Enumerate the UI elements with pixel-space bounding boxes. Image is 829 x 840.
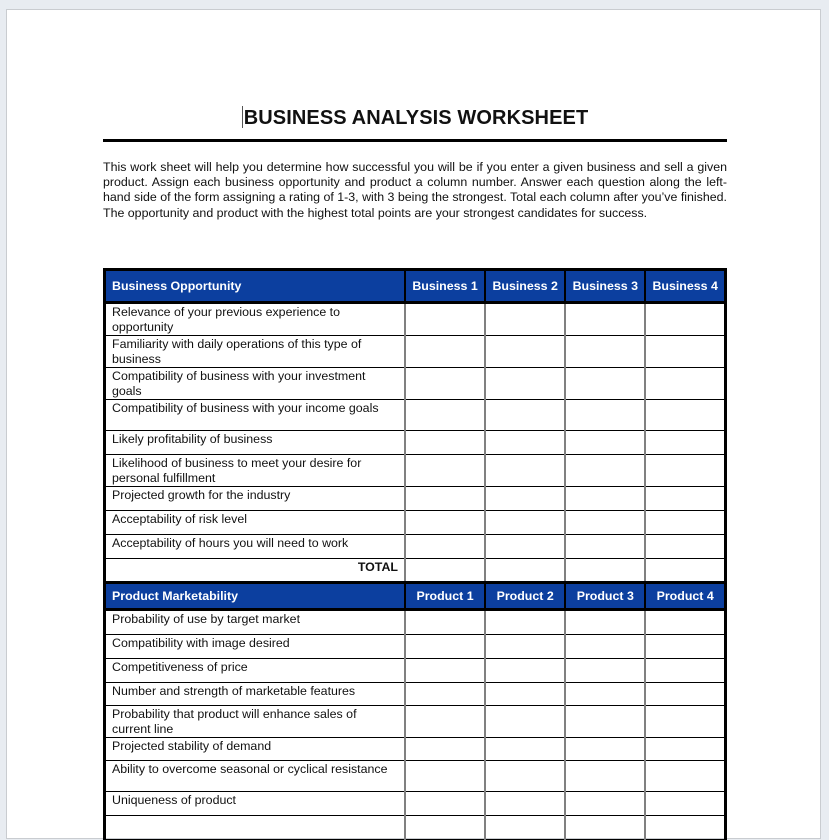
rating-cell[interactable]	[565, 635, 645, 659]
rating-cell[interactable]	[645, 761, 725, 792]
rating-cell[interactable]	[485, 455, 565, 487]
product-header-row	[105, 583, 726, 610]
total-cell[interactable]	[645, 559, 725, 583]
criterion-label: Projected growth for the industry	[105, 487, 405, 511]
rating-cell[interactable]	[405, 303, 485, 336]
rating-cell[interactable]	[405, 487, 485, 511]
rating-cell[interactable]	[645, 610, 725, 635]
rating-cell[interactable]	[645, 487, 725, 511]
rating-cell[interactable]	[405, 683, 485, 706]
table-row	[105, 368, 726, 400]
criterion-label: Probability of use by target market	[105, 610, 405, 635]
product-1-header: Product 1	[405, 583, 485, 610]
criterion-label: Familiarity with daily operations of this type of business	[105, 336, 405, 368]
rating-cell[interactable]	[565, 738, 645, 761]
criterion-label: Projected stability of demand	[105, 738, 405, 761]
criterion-label: Ability to overcome seasonal or cyclical resistance	[105, 761, 405, 792]
product-4-header: Product 4	[645, 583, 725, 610]
product-marketability-header: Product Marketability	[105, 583, 405, 610]
rating-cell[interactable]	[565, 400, 645, 431]
rating-cell[interactable]	[485, 706, 565, 738]
rating-cell[interactable]	[485, 738, 565, 761]
total-cell[interactable]	[405, 559, 485, 583]
rating-cell[interactable]	[485, 610, 565, 635]
table-row	[105, 455, 726, 487]
business-header-row	[105, 270, 726, 303]
rating-cell[interactable]	[645, 431, 725, 455]
rating-cell[interactable]	[485, 336, 565, 368]
rating-cell[interactable]	[565, 431, 645, 455]
criterion-label: Compatibility of business with your investment goals	[105, 368, 405, 400]
criterion-label: Acceptability of hours you will need to work	[105, 535, 405, 559]
criterion-label: Likelihood of business to meet your desire for personal fulfillment	[105, 455, 405, 487]
table-row	[105, 683, 726, 706]
rating-cell[interactable]	[645, 368, 725, 400]
rating-cell[interactable]	[405, 738, 485, 761]
rating-cell[interactable]	[565, 303, 645, 336]
rating-cell[interactable]	[485, 400, 565, 431]
criterion-label: Acceptability of risk level	[105, 511, 405, 535]
rating-cell[interactable]	[485, 816, 565, 840]
rating-cell[interactable]	[405, 610, 485, 635]
total-cell[interactable]	[485, 559, 565, 583]
table-row	[105, 610, 726, 635]
title-text: BUSINESS ANALYSIS WORKSHEET	[243, 107, 589, 129]
rating-cell[interactable]	[645, 738, 725, 761]
rating-cell[interactable]	[405, 511, 485, 535]
rating-cell[interactable]	[485, 635, 565, 659]
rating-cell[interactable]	[565, 336, 645, 368]
rating-cell[interactable]	[645, 683, 725, 706]
rating-cell[interactable]	[405, 706, 485, 738]
rating-cell[interactable]	[405, 816, 485, 840]
business-4-header: Business 4	[645, 270, 725, 303]
criterion-label: Relevance of your previous experience to opportunity	[105, 303, 405, 336]
document-title[interactable]	[103, 106, 727, 130]
intro-paragraph[interactable]: This work sheet will help you determine how successful you will be if you enter a given business and sell a given product. Assign each business opportunity and product a column number. Answer each question along the left-hand side of the form assigning a rating of 1-3, with 3 being the strongest. Total each column after you’ve finished. The opportunity and product with the highest total points are your strongest candidates for success.	[103, 160, 727, 220]
criterion-label: Compatibility of business with your income goals	[105, 400, 405, 431]
table-row	[105, 761, 726, 792]
criterion-label: Uniqueness of product	[105, 792, 405, 816]
rating-cell[interactable]	[565, 511, 645, 535]
table-row	[105, 738, 726, 761]
table-row	[105, 535, 726, 559]
text-cursor	[242, 106, 243, 128]
rating-cell[interactable]	[565, 816, 645, 840]
rating-cell[interactable]	[645, 792, 725, 816]
business-3-header: Business 3	[565, 270, 645, 303]
criterion-label: Likely profitability of business	[105, 431, 405, 455]
rating-cell[interactable]	[405, 431, 485, 455]
total-cell[interactable]	[565, 559, 645, 583]
rating-cell[interactable]	[485, 659, 565, 683]
rating-cell[interactable]	[405, 792, 485, 816]
rating-cell[interactable]	[405, 535, 485, 559]
document-page	[6, 9, 821, 839]
business-1-header: Business 1	[405, 270, 485, 303]
table-row	[105, 706, 726, 738]
criterion-label: Competitiveness of price	[105, 659, 405, 683]
rating-cell[interactable]	[645, 455, 725, 487]
rating-cell[interactable]	[645, 816, 725, 840]
table-row	[105, 816, 726, 840]
rating-cell[interactable]	[645, 635, 725, 659]
rating-cell[interactable]	[485, 792, 565, 816]
rating-cell[interactable]	[485, 761, 565, 792]
table-row	[105, 303, 726, 336]
criterion-label: Compatibility with image desired	[105, 635, 405, 659]
criterion-label: Probability that product will enhance sales of current line	[105, 706, 405, 738]
table-row	[105, 400, 726, 431]
table-row	[105, 431, 726, 455]
rating-cell[interactable]	[645, 336, 725, 368]
rating-cell[interactable]	[645, 511, 725, 535]
rating-cell[interactable]	[485, 683, 565, 706]
business-opportunity-header: Business Opportunity	[105, 270, 405, 303]
business-2-header: Business 2	[485, 270, 565, 303]
title-underline	[103, 139, 727, 142]
rating-cell[interactable]	[565, 368, 645, 400]
total-label: TOTAL	[105, 559, 405, 583]
rating-cell[interactable]	[485, 303, 565, 336]
product-3-header: Product 3	[565, 583, 645, 610]
rating-cell[interactable]	[565, 792, 645, 816]
rating-cell[interactable]	[645, 303, 725, 336]
table-row	[105, 635, 726, 659]
rating-cell[interactable]	[565, 610, 645, 635]
rating-cell[interactable]	[565, 761, 645, 792]
worksheet-table	[103, 268, 727, 840]
table-row	[105, 336, 726, 368]
rating-cell[interactable]	[405, 761, 485, 792]
rating-cell[interactable]	[405, 635, 485, 659]
rating-cell[interactable]	[645, 659, 725, 683]
business-total-row	[105, 559, 726, 583]
rating-cell[interactable]	[645, 706, 725, 738]
rating-cell[interactable]	[485, 487, 565, 511]
criterion-label: Number and strength of marketable features	[105, 683, 405, 706]
table-row	[105, 511, 726, 535]
rating-cell[interactable]	[405, 368, 485, 400]
table-row	[105, 792, 726, 816]
rating-cell[interactable]	[565, 706, 645, 738]
product-2-header: Product 2	[485, 583, 565, 610]
rating-cell[interactable]	[565, 455, 645, 487]
table-row	[105, 487, 726, 511]
table-row	[105, 659, 726, 683]
rating-cell[interactable]	[485, 535, 565, 559]
rating-cell[interactable]	[485, 368, 565, 400]
rating-cell[interactable]	[565, 659, 645, 683]
rating-cell[interactable]	[405, 336, 485, 368]
criterion-label	[105, 816, 405, 840]
rating-cell[interactable]	[565, 487, 645, 511]
rating-cell[interactable]	[645, 535, 725, 559]
rating-cell[interactable]	[565, 535, 645, 559]
rating-cell[interactable]	[645, 400, 725, 431]
rating-cell[interactable]	[405, 400, 485, 431]
rating-cell[interactable]	[565, 683, 645, 706]
rating-cell[interactable]	[405, 455, 485, 487]
rating-cell[interactable]	[485, 431, 565, 455]
rating-cell[interactable]	[405, 659, 485, 683]
rating-cell[interactable]	[485, 511, 565, 535]
